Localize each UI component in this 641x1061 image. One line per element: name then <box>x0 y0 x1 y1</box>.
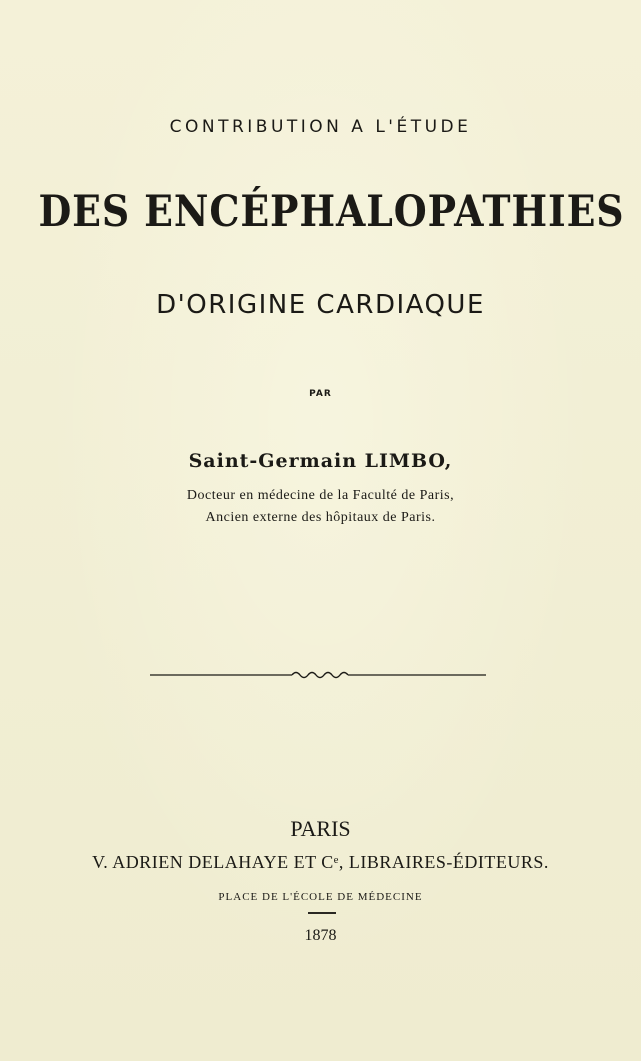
subtitle: D'ORIGINE CARDIAQUE <box>156 290 485 320</box>
author-credential-1: Docteur en médecine de la Faculté de Paris, <box>186 488 455 503</box>
publication-city: PARIS <box>290 816 351 841</box>
publisher-address: PLACE DE L'ÉCOLE DE MÉDECINE <box>218 891 423 903</box>
publisher: V. ADRIEN DELAHAYE ET Cᵉ, LIBRAIRES-ÉDITEURS. <box>92 852 549 872</box>
top-title-line: CONTRIBUTION A L'ÉTUDE <box>169 117 472 137</box>
author-credential-2: Ancien externe des hôpitaux de Paris. <box>205 510 436 525</box>
short-rule-divider <box>308 912 336 914</box>
main-title: DES ENCÉPHALOPATHIES <box>38 187 625 237</box>
ornamental-divider <box>150 668 486 682</box>
author-name: Saint-Germain LIMBO, <box>188 450 453 472</box>
by-label: PAR <box>309 389 332 399</box>
publication-year: 1878 <box>304 927 337 944</box>
